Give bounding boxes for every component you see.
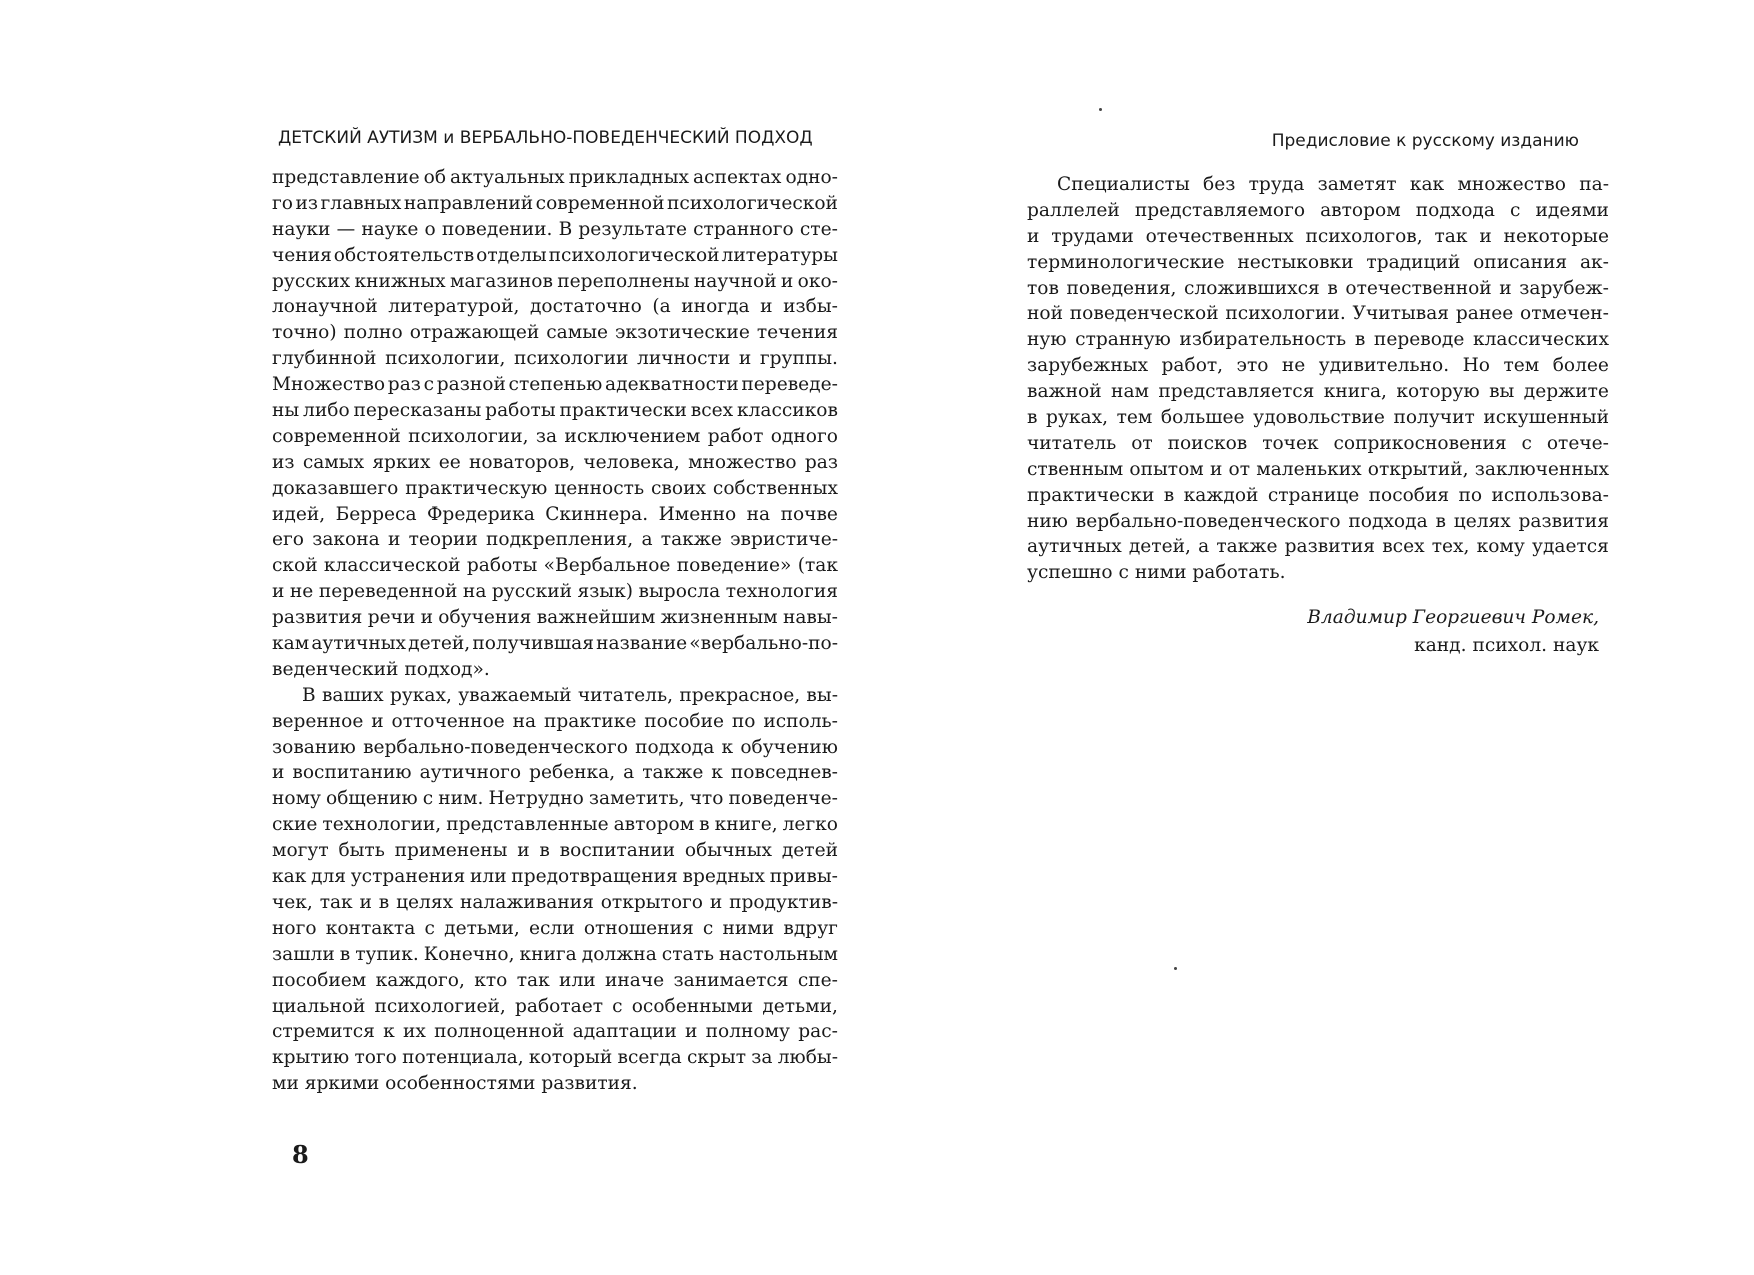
text-line: представление об актуальных прикладных аспектах одно- bbox=[272, 167, 838, 188]
text-line: лонаучной литературой, достаточно (а иногда и избы- bbox=[272, 296, 838, 318]
text-line: и не переведенной на русский язык) выросла технология bbox=[272, 581, 838, 603]
text-line: веренное и отточенное на практике пособие по исполь- bbox=[272, 710, 838, 732]
paragraph bbox=[272, 683, 838, 1097]
text-line: ские технологии, представленные автором в книге, легко bbox=[272, 814, 838, 836]
left-body-text bbox=[272, 165, 838, 1097]
right-body-text bbox=[1027, 172, 1609, 586]
print-speck bbox=[1099, 108, 1102, 111]
text-line: доказавшего практическую ценность своих собственных bbox=[272, 477, 838, 499]
text-line: как для устранения или предотвращения вредных привы- bbox=[272, 866, 838, 888]
right-page bbox=[877, 0, 1754, 1275]
text-line: тов поведения, сложившихся в отечественной и зарубеж- bbox=[1027, 277, 1609, 299]
signature-block bbox=[1307, 604, 1599, 660]
text-line: аутичных детей, а также развития всех тех, кому удается bbox=[1027, 536, 1609, 558]
text-line: ны либо пересказаны работы практически всех классиков bbox=[272, 400, 838, 422]
paragraph bbox=[272, 165, 838, 683]
text-line: современной психологии, за исключением работ одного bbox=[272, 425, 838, 447]
text-line: циальной психологией, работает с особенными детьми, bbox=[272, 995, 838, 1017]
text-line: пособием каждого, кто так или иначе занимается спе- bbox=[272, 969, 838, 991]
text-line: точно) полно отражающей самые экзотические течения bbox=[272, 322, 838, 344]
text-line: веденческий подход». bbox=[272, 658, 490, 680]
text-line: В ваших руках, уважаемый читатель, прекрасное, вы- bbox=[302, 684, 838, 706]
text-line: нию вербально-поведенческого подхода в целях развития bbox=[1027, 510, 1609, 532]
text-line: ную странную избирательность в переводе классических bbox=[1027, 329, 1609, 351]
text-line: идей, Берреса Фредерика Скиннера. Именно на почве bbox=[272, 503, 838, 525]
text-line: глубинной психологии, психологии личности и группы. bbox=[272, 348, 838, 370]
text-line: и трудами отечественных психологов, так и некоторые bbox=[1027, 225, 1609, 247]
text-line: ственным опытом и от маленьких открытий, заключенных bbox=[1027, 458, 1609, 480]
print-speck bbox=[1174, 967, 1177, 970]
text-line: го из главных направлений современной психологической bbox=[272, 192, 838, 214]
text-line: кам аутичных детей, получившая название «вербально-по- bbox=[272, 633, 838, 655]
text-line: ной поведенческой психологии. Учитывая ранее отмечен- bbox=[1027, 303, 1609, 325]
page-number: 8 bbox=[292, 1140, 309, 1169]
text-line: раллелей представляемого автором подхода с идеями bbox=[1027, 199, 1609, 221]
signature-name: Владимир Георгиевич Ромек, bbox=[1307, 607, 1599, 628]
text-line: ного контакта с детьми, если отношения с ними вдруг bbox=[272, 917, 838, 939]
text-line: науки — науке о поведении. В результате странного сте- bbox=[272, 218, 838, 240]
text-line: чек, так и в целях налаживания открытого и продуктив- bbox=[272, 891, 838, 913]
text-line: его закона и теории подкрепления, а также эвристиче- bbox=[272, 529, 838, 551]
text-line: могут быть применены и в воспитании обычных детей bbox=[272, 840, 838, 862]
text-line: зарубежных работ, это не удивительно. Но тем более bbox=[1027, 355, 1609, 377]
text-line: успешно с ними работать. bbox=[1027, 562, 1286, 584]
text-line: ми яркими особенностями развития. bbox=[272, 1073, 638, 1095]
text-line: зашли в тупик. Конечно, книга должна стать настольным bbox=[272, 943, 838, 965]
paragraph bbox=[1027, 172, 1609, 586]
text-line: зованию вербально-поведенческого подхода к обучению bbox=[272, 736, 838, 758]
text-line: важной нам представляется книга, которую вы держите bbox=[1027, 381, 1609, 403]
text-line: терминологические нестыковки традиций описания ак- bbox=[1027, 251, 1609, 273]
text-line: ской классической работы «Вербальное поведение» (так bbox=[272, 555, 838, 577]
text-line: ному общению с ним. Нетрудно заметить, что поведенче- bbox=[272, 788, 838, 810]
text-line: Специалисты без труда заметят как множество па- bbox=[1057, 174, 1609, 195]
text-line: в руках, тем большее удовольствие получит искушенный bbox=[1027, 407, 1609, 429]
text-line: русских книжных магазинов переполнены научной и око- bbox=[272, 270, 838, 292]
text-line: практически в каждой странице пособия по использова- bbox=[1027, 484, 1609, 506]
signature-title: канд. психол. наук bbox=[1414, 635, 1599, 656]
text-line: крытию того потенциала, который всегда скрыт за любы- bbox=[272, 1047, 838, 1069]
text-line: из самых ярких ее новаторов, человека, множество раз bbox=[272, 451, 838, 473]
text-line: чения обстоятельств отделы психологической литературы bbox=[272, 244, 838, 266]
text-line: читатель от поисков точек соприкосновения с отече- bbox=[1027, 432, 1609, 454]
text-line: развития речи и обучения важнейшим жизненным навы- bbox=[272, 607, 838, 629]
left-running-head: ДЕТСКИЙ АУТИЗМ и ВЕРБАЛЬНО-ПОВЕДЕНЧЕСКИЙ ПОДХОД bbox=[278, 128, 813, 148]
text-line: стремится к их полноценной адаптации и полному рас- bbox=[272, 1021, 838, 1043]
right-running-head: Предисловие к русскому изданию bbox=[1271, 131, 1579, 151]
text-line: Множество раз с разной степенью адекватности переведе- bbox=[272, 374, 838, 396]
text-line: и воспитанию аутичного ребенка, а также к повседнев- bbox=[272, 762, 838, 784]
